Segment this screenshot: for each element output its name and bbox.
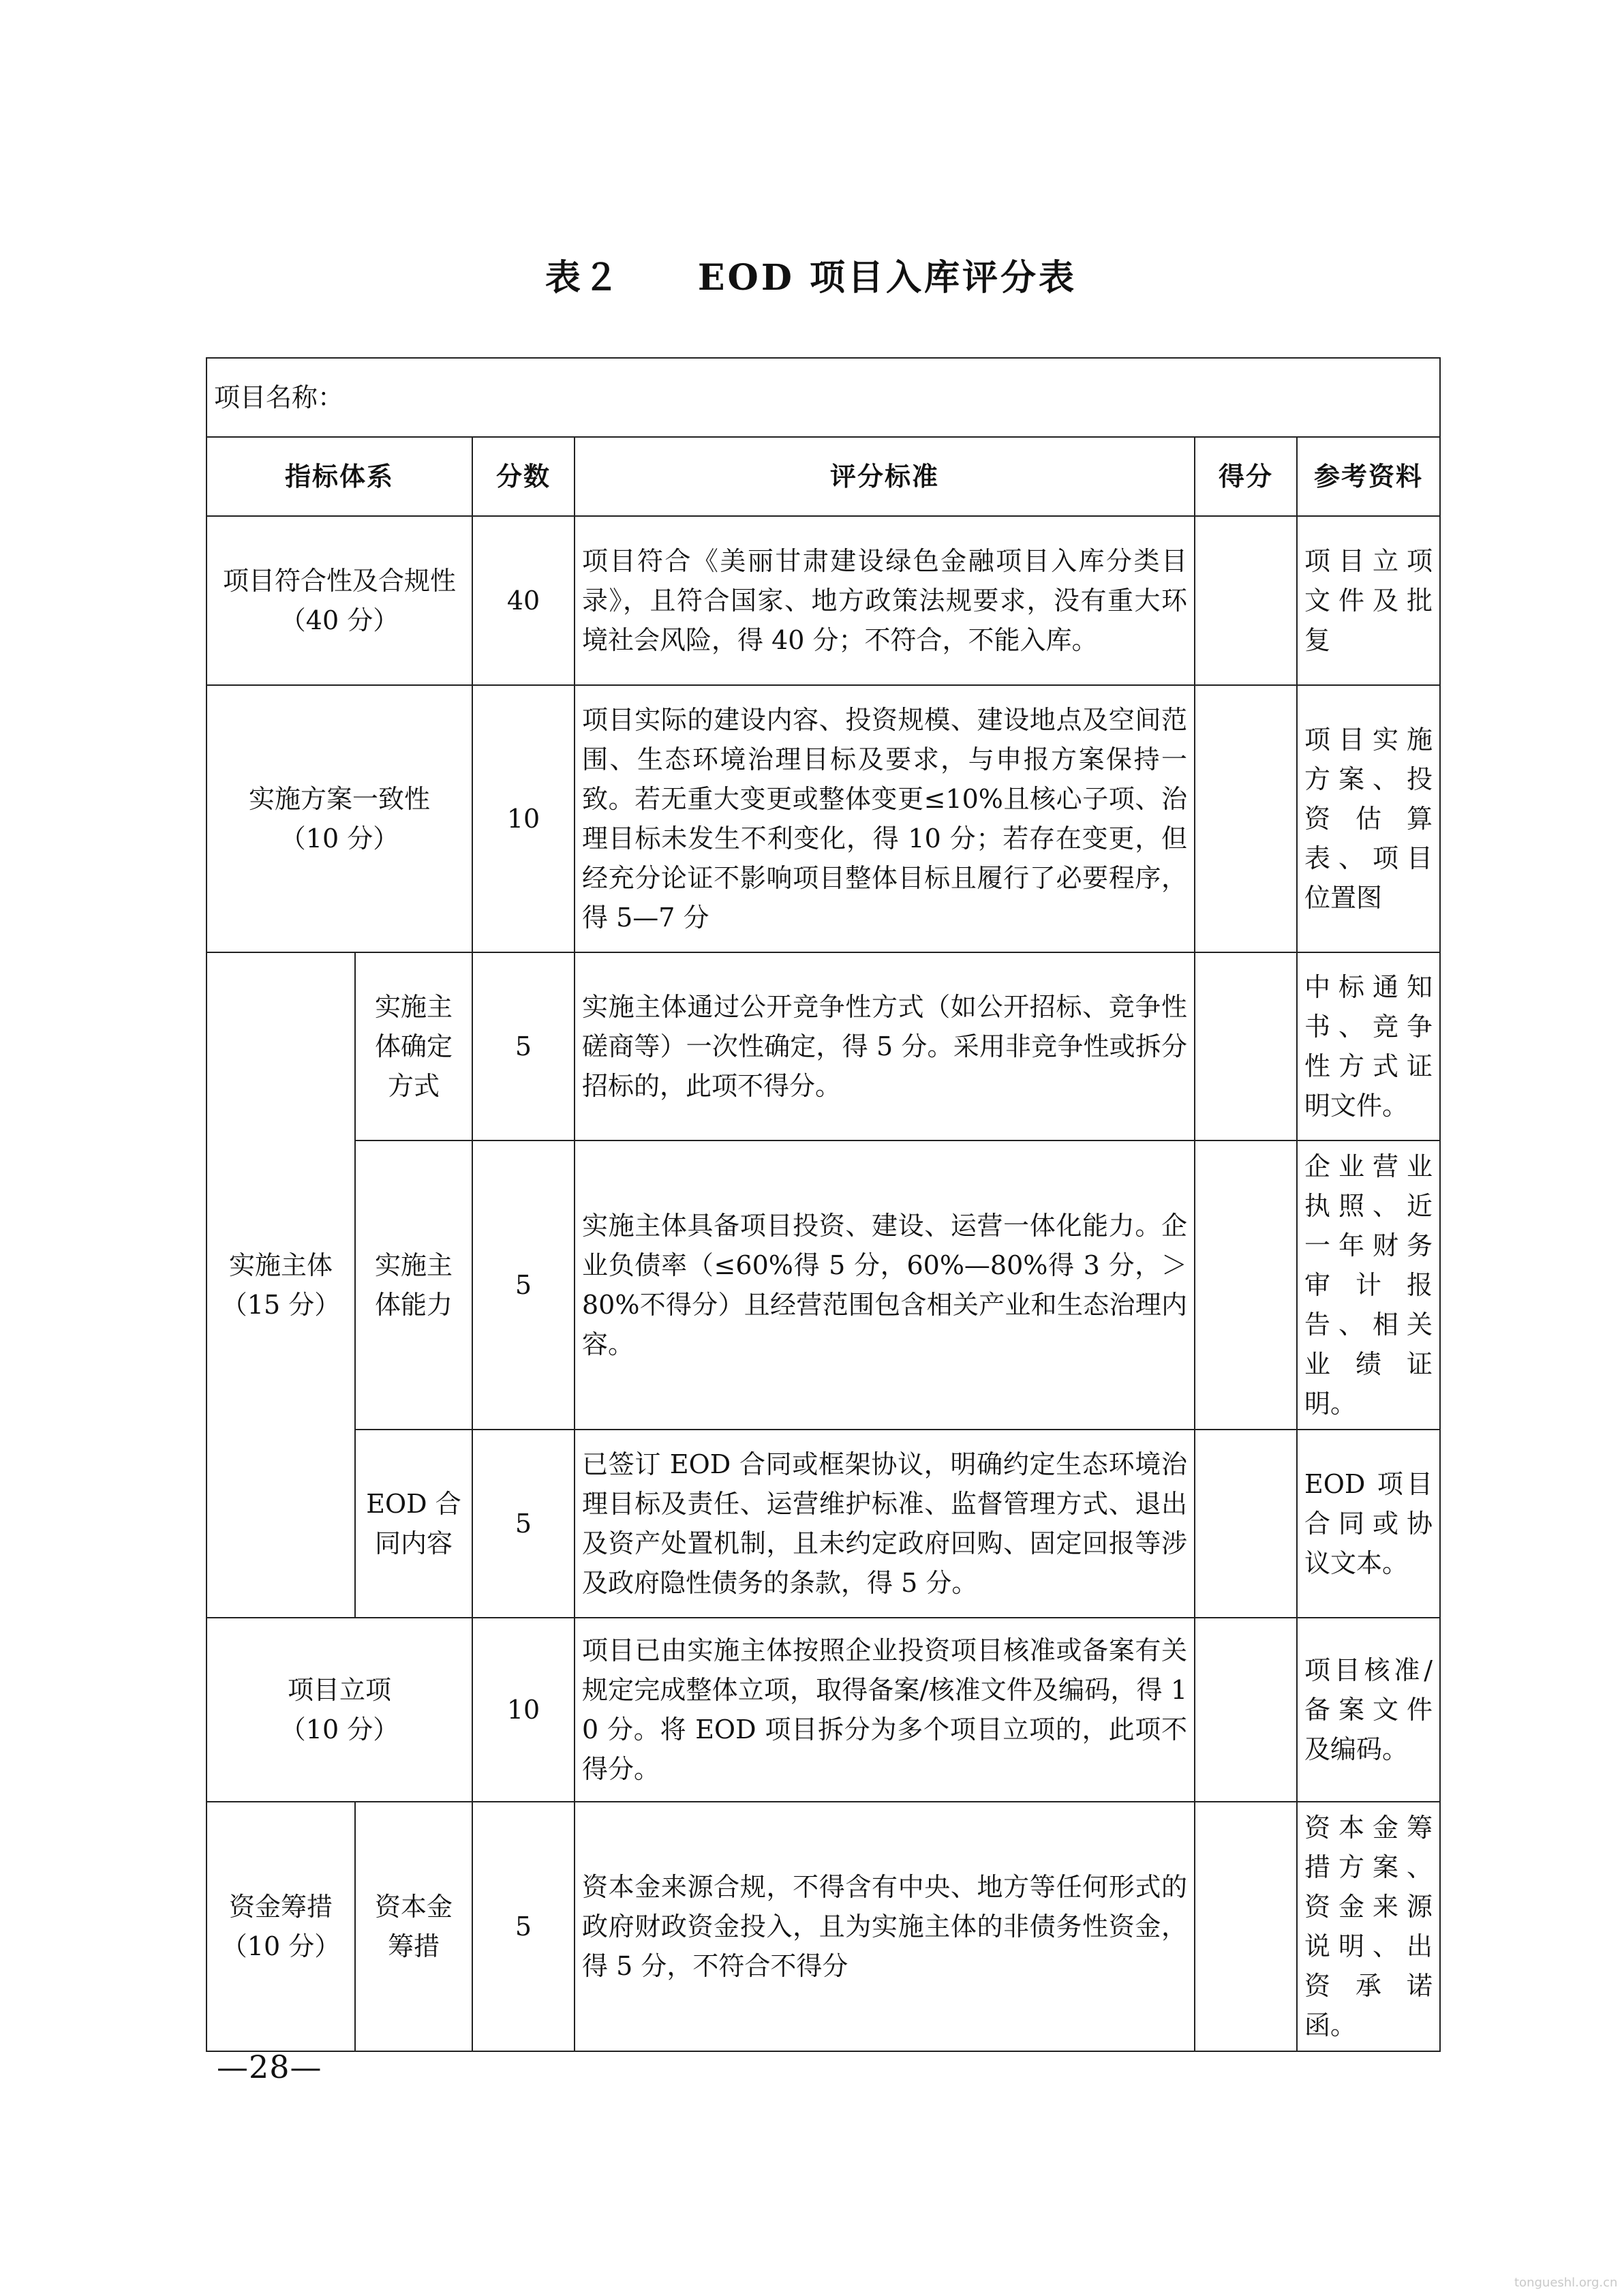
- table-row-eod-contract: [206, 1430, 1440, 1618]
- references-cell: EOD 项目合同或协议文本。: [1297, 1430, 1440, 1618]
- score-cell: 5: [472, 1430, 575, 1618]
- page-number: —28—: [217, 2049, 322, 2085]
- score-cell: 40: [472, 516, 575, 685]
- table-row-capital-funding: [206, 1802, 1440, 2051]
- criteria-cell: 项目实际的建设内容、投资规模、建设地点及空间范围、生态环境治理目标及要求，与申报方案保持一致。若无重大变更或整体变更≤10%且核心子项、治理目标未发生不利变化，得 10 分；若存在变更，但经充分论证不影响项目整体目标且履行了必要程序，得 5—7 分: [575, 685, 1195, 952]
- criteria-cell: 资本金来源合规，不得含有中央、地方等任何形式的政府财政资金投入，且为实施主体的非债务性资金，得 5 分，不符合不得分: [575, 1802, 1195, 2051]
- references-cell: 项目实施方案、投资估算表、项目位置图: [1297, 685, 1440, 952]
- group-indicator-cell: [206, 1802, 355, 2051]
- indicator-points: （10 分）: [279, 1715, 399, 1744]
- header-obtained: 得分: [1195, 437, 1297, 516]
- indicator-cell: [206, 685, 472, 952]
- criteria-cell: 项目已由实施主体按照企业投资项目核准或备案有关规定完成整体立项，取得备案/核准文件及编码，得 10 分。将 EOD 项目拆分为多个项目立项的，此项不得分。: [575, 1618, 1195, 1802]
- references-cell: 资本金筹措方案、资金来源说明、出资承诺函。: [1297, 1802, 1440, 2051]
- obtained-cell: [1195, 685, 1297, 952]
- indicator-name: 实施方案一致性: [248, 784, 430, 814]
- sub-indicator-cell: EOD 合同内容: [355, 1430, 472, 1618]
- criteria-cell: 实施主体通过公开竞争性方式（如公开招标、竞争性磋商等）一次性确定，得 5 分。采用非竞争性或拆分招标的，此项不得分。: [575, 952, 1195, 1141]
- references-cell: 企业营业执照、近一年财务审计报告、相关业绩证明。: [1297, 1141, 1440, 1430]
- header-row: [206, 437, 1440, 516]
- table-row-implementer-capability: [206, 1141, 1440, 1430]
- table-row-implementer-selection: [206, 952, 1440, 1141]
- scoring-table: [206, 357, 1441, 2052]
- sub-indicator-cell: 实施主体能力: [355, 1141, 472, 1430]
- sub-indicator-cell: 实施主体确定方式: [355, 952, 472, 1141]
- references-cell: 项目核准/备案文件及编码。: [1297, 1618, 1440, 1802]
- project-name-row: [206, 358, 1440, 437]
- score-cell: 10: [472, 685, 575, 952]
- score-cell: 5: [472, 1141, 575, 1430]
- sub-indicator-cell: 资本金筹措: [355, 1802, 472, 2051]
- obtained-cell: [1195, 1802, 1297, 2051]
- obtained-cell: [1195, 1430, 1297, 1618]
- obtained-cell: [1195, 952, 1297, 1141]
- indicator-name: 项目符合性及合规性: [222, 566, 456, 596]
- table-row-plan-consistency: [206, 685, 1440, 952]
- header-references: 参考资料: [1297, 437, 1440, 516]
- indicator-cell: [206, 516, 472, 685]
- obtained-cell: [1195, 1618, 1297, 1802]
- indicator-points: （40 分）: [279, 605, 399, 635]
- criteria-cell: 实施主体具备项目投资、建设、运营一体化能力。企业负债率（≤60%得 5 分，60%—80%得 3 分，＞80%不得分）且经营范围包含相关产业和生态治理内容。: [575, 1141, 1195, 1430]
- obtained-cell: [1195, 1141, 1297, 1430]
- indicator-name: 资金筹措: [228, 1892, 333, 1922]
- table-row-compliance: [206, 516, 1440, 685]
- header-indicator: 指标体系: [206, 437, 472, 516]
- references-cell: 项目立项文件及批复: [1297, 516, 1440, 685]
- indicator-cell: [206, 1618, 472, 1802]
- page-title: 表２ EOD 项目入库评分表: [545, 257, 1077, 299]
- watermark: tongueshl.org.cn: [1514, 2276, 1618, 2290]
- group-indicator-cell: [206, 952, 355, 1618]
- indicator-points: （10 分）: [221, 1931, 341, 1961]
- project-name-label: 项目名称：: [206, 358, 1440, 437]
- indicator-name: 项目立项: [287, 1675, 391, 1705]
- table-row-project-approval: [206, 1618, 1440, 1802]
- header-score: 分数: [472, 437, 575, 516]
- indicator-points: （10 分）: [279, 824, 399, 854]
- indicator-name: 实施主体: [228, 1250, 333, 1280]
- header-criteria: 评分标准: [575, 437, 1195, 516]
- indicator-points: （15 分）: [221, 1290, 341, 1320]
- criteria-cell: 项目符合《美丽甘肃建设绿色金融项目入库分类目录》，且符合国家、地方政策法规要求，没有重大环境社会风险，得 40 分；不符合，不能入库。: [575, 516, 1195, 685]
- criteria-cell: 已签订 EOD 合同或框架协议，明确约定生态环境治理目标及责任、运营维护标准、监督管理方式、退出及资产处置机制，且未约定政府回购、固定回报等涉及政府隐性债务的条款，得 5 分。: [575, 1430, 1195, 1618]
- score-cell: 5: [472, 1802, 575, 2051]
- references-cell: 中标通知书、竞争性方式证明文件。: [1297, 952, 1440, 1141]
- score-cell: 10: [472, 1618, 575, 1802]
- score-cell: 5: [472, 952, 575, 1141]
- obtained-cell: [1195, 516, 1297, 685]
